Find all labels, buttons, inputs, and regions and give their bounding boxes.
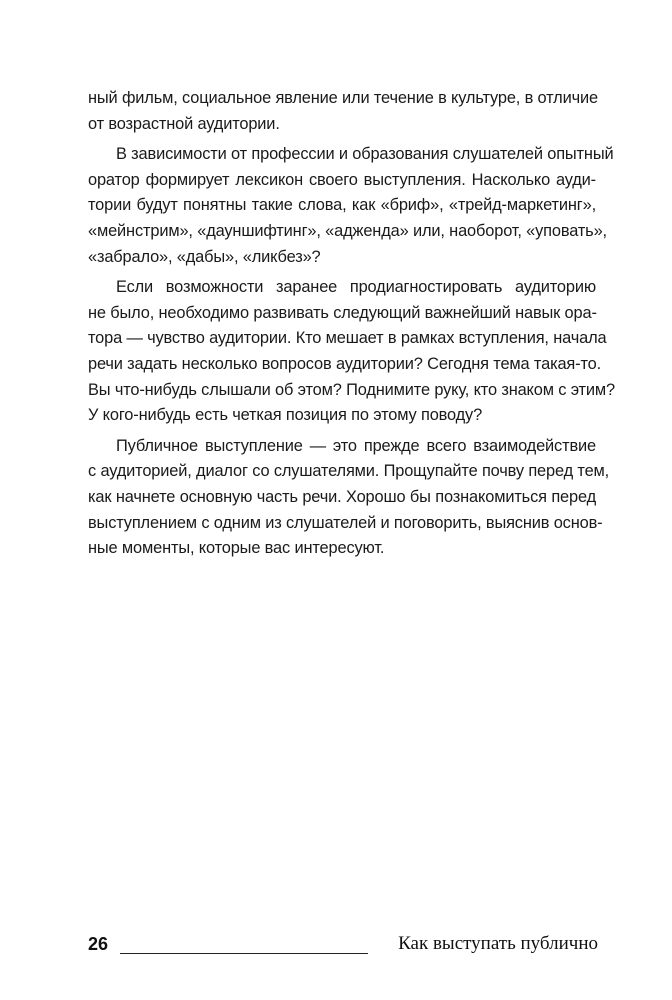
text-line: от возрастной аудитории.	[88, 114, 280, 133]
text-line: тории будут понятны такие слова, как «бриф», «трейд-маркетинг»,	[88, 196, 596, 215]
text-line: «забрало», «дабы», «ликбез»?	[88, 247, 321, 266]
text-line: не было, необходимо развивать следующий важнейший навык ора-	[88, 303, 597, 322]
text-line: Вы что-нибудь слышали об этом? Поднимите руку, кто знаком с этим?	[88, 380, 616, 399]
text-line: Если возможности заранее продиагностировать аудиторию	[116, 278, 596, 297]
paragraph	[88, 275, 616, 429]
page-number: 26	[88, 934, 109, 954]
text-line: выступлением с одним из слушателей и поговорить, выяснив основ-	[88, 513, 603, 532]
footer-rule	[120, 953, 368, 954]
text-line: речи задать несколько вопросов аудитории? Сегодня тема такая-то.	[88, 354, 601, 373]
paragraph	[88, 434, 610, 562]
body-text	[88, 86, 616, 562]
text-line: «мейнстрим», «дауншифтинг», «адженда» или, наоборот, «уповать»,	[88, 221, 607, 240]
paragraph	[88, 86, 596, 137]
text-line: как начнете основную часть речи. Хорошо бы познакомиться перед	[88, 487, 596, 506]
page-footer	[88, 930, 598, 960]
paragraph	[88, 142, 614, 270]
text-line: ные моменты, которые вас интересуют.	[88, 539, 385, 558]
text-line: ный фильм, социальное явление или течение в культуре, в отличие	[88, 89, 598, 107]
running-title: Как выступать публично	[398, 933, 598, 954]
text-line: тора — чувство аудитории. Кто мешает в рамках вступления, начала	[88, 329, 607, 348]
text-line: У кого-нибудь есть четкая позиция по этому поводу?	[88, 406, 483, 425]
text-line: с аудиторией, диалог со слушателями. Прощупайте почву перед тем,	[88, 462, 610, 481]
text-line: В зависимости от профессии и образования слушателей опытный	[116, 145, 614, 164]
text-line: Публичное выступление — это прежде всего взаимодействие	[116, 436, 596, 455]
text-line: оратор формирует лексикон своего выступления. Насколько ауди-	[88, 170, 596, 189]
